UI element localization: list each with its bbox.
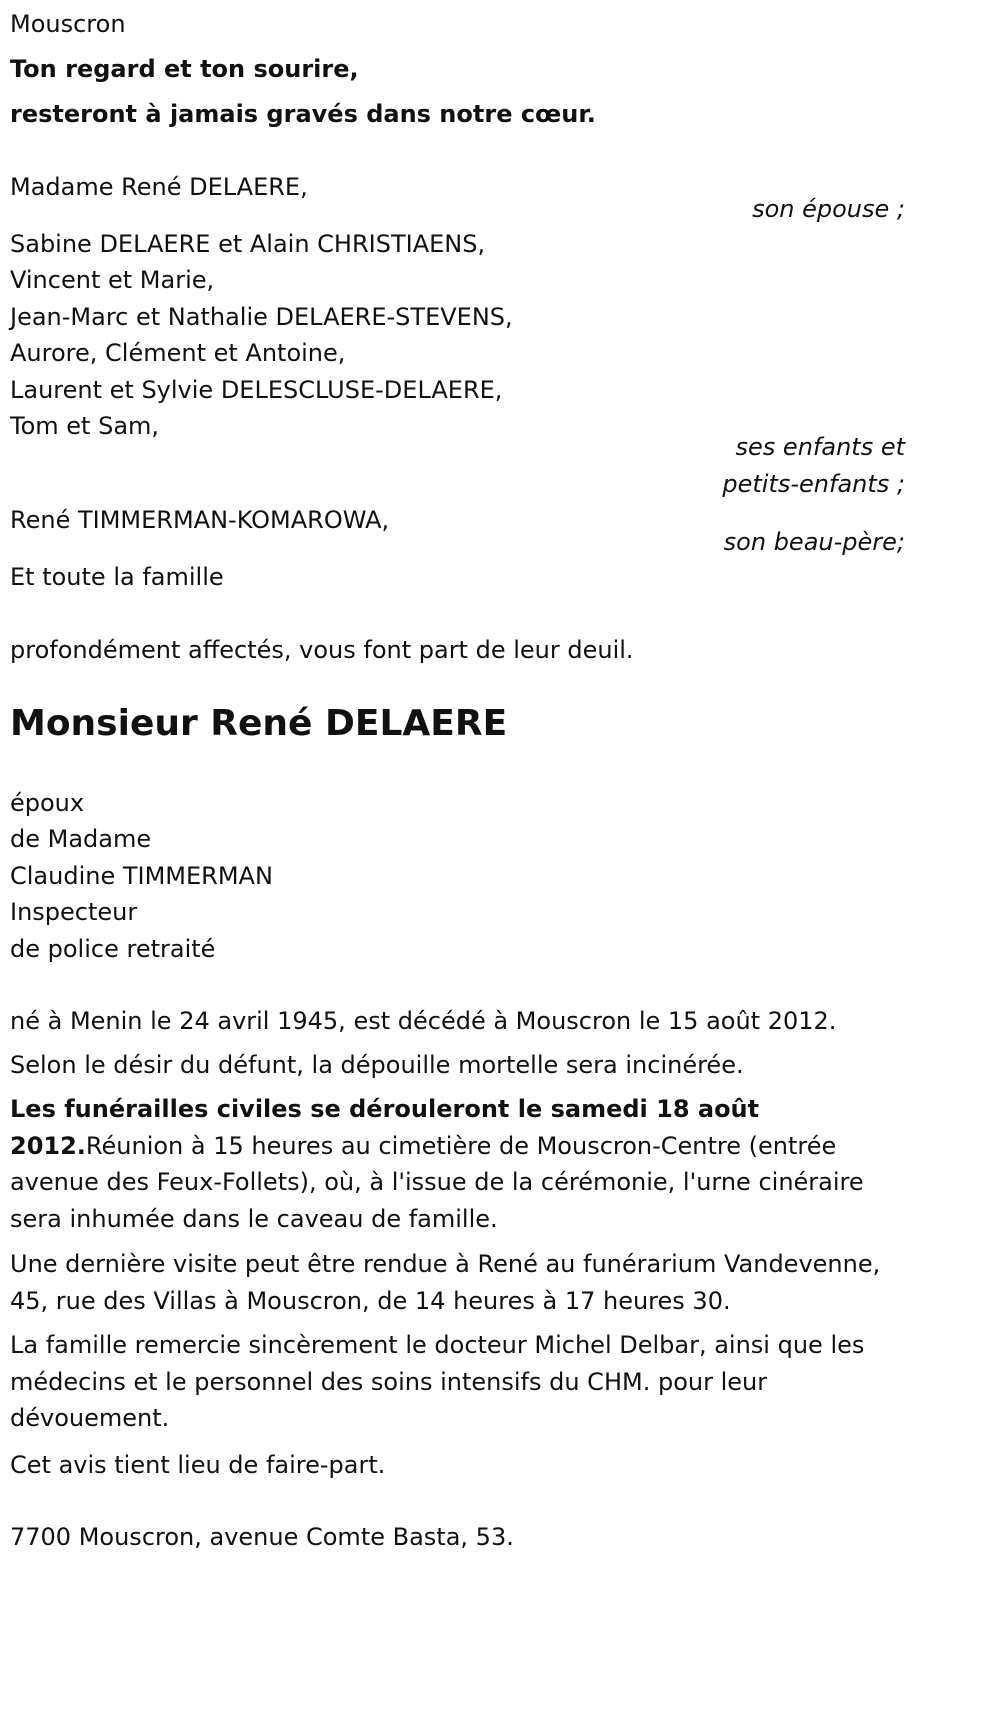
epitaph-line-2: resteront à jamais gravés dans notre cœur. bbox=[10, 100, 596, 128]
cremation-text: Selon le désir du défunt, la dépouille mortelle sera incinérée. bbox=[10, 1051, 744, 1079]
funeral-text: Réunion à 15 heures au cimetière de Mouscron-Centre (entrée avenue des Feux-Follets), où, à l'issue de la cérémonie, l'urne cinéraire sera inhumée dans le caveau de famille. bbox=[10, 1131, 864, 1234]
birth-death-text: né à Menin le 24 avril 1945, est décédé à Mouscron le 15 août 2012. bbox=[10, 1007, 837, 1035]
epitaph-line-1: Ton regard et ton sourire, bbox=[10, 55, 359, 83]
child-line-5: Laurent et Sylvie DELESCLUSE-DELAERE, bbox=[10, 376, 503, 404]
spouse-role: son épouse ; bbox=[752, 195, 905, 223]
deceased-name: Monsieur René DELAERE bbox=[10, 703, 508, 744]
funeral-paragraph bbox=[10, 1091, 900, 1238]
notice-text: Cet avis tient lieu de faire-part. bbox=[10, 1451, 386, 1479]
children-role-line-1: ses enfants et bbox=[735, 433, 905, 461]
child-line-6: Tom et Sam, bbox=[10, 412, 160, 440]
child-line-2: Vincent et Marie, bbox=[10, 266, 215, 294]
visit-paragraph: Une dernière visite peut être rendue à René au funérarium Vandevenne, 45, rue des Villas à Mouscron, de 14 heures à 17 heures 30. bbox=[10, 1250, 881, 1315]
child-line-3: Jean-Marc et Nathalie DELAERE-STEVENS, bbox=[10, 303, 513, 331]
father-in-law-role: son beau-père; bbox=[723, 528, 905, 556]
announcement: profondément affectés, vous font part de leur deuil. bbox=[10, 636, 634, 664]
thanks-paragraph: La famille remercie sincèrement le docteur Michel Delbar, ainsi que les médecins et le personnel des soins intensifs du CHM. pour leur dévouement. bbox=[10, 1331, 865, 1432]
father-in-law-name: René TIMMERMAN-KOMAROWA, bbox=[10, 506, 390, 534]
deceased-detail-1: époux bbox=[10, 789, 85, 817]
rest-of-family: Et toute la famille bbox=[10, 563, 224, 591]
address-text: 7700 Mouscron, avenue Comte Basta, 53. bbox=[10, 1523, 514, 1551]
deceased-detail-4: Inspecteur bbox=[10, 898, 138, 926]
deceased-detail-3: Claudine TIMMERMAN bbox=[10, 862, 273, 890]
child-line-1: Sabine DELAERE et Alain CHRISTIAENS, bbox=[10, 230, 486, 258]
spouse-name: Madame René DELAERE, bbox=[10, 173, 308, 201]
deceased-detail-5: de police retraité bbox=[10, 935, 216, 963]
children-role-line-2: petits-enfants ; bbox=[722, 470, 905, 498]
location-header: Mouscron bbox=[10, 10, 126, 38]
funeral-bold-text: Les funérailles civiles se dérouleront le samedi 18 août 2012. bbox=[10, 1095, 760, 1160]
deceased-detail-2: de Madame bbox=[10, 825, 152, 853]
child-line-4: Aurore, Clément et Antoine, bbox=[10, 339, 346, 367]
